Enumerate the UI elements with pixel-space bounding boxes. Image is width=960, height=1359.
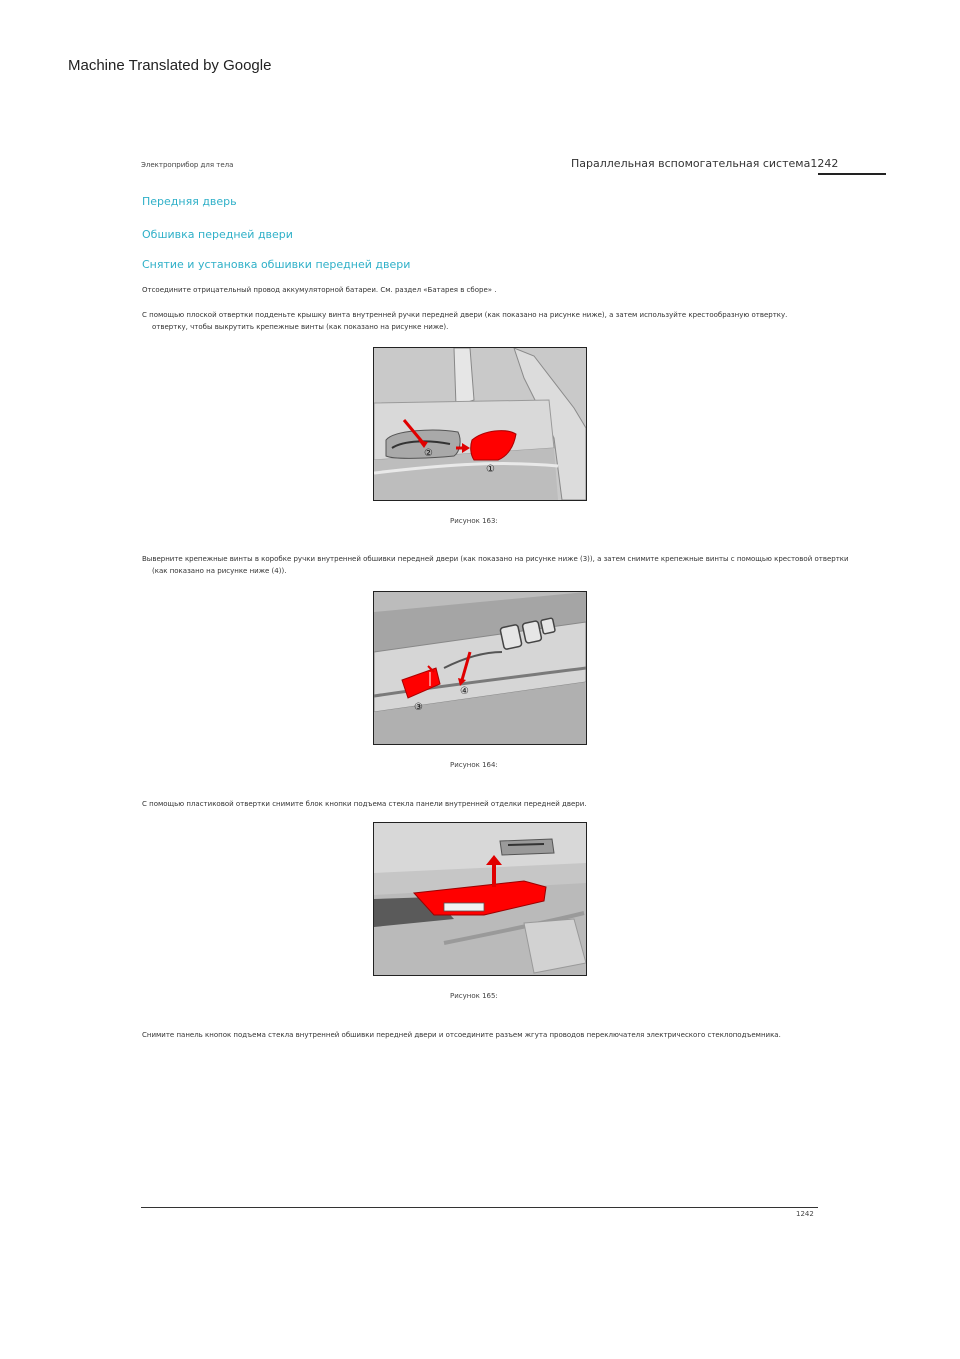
step-remove-handle-screws <box>142 553 849 577</box>
header-rule <box>818 173 886 175</box>
callout-2: ② <box>424 448 433 459</box>
figure-163-caption: Рисунок 163: <box>450 517 498 525</box>
footer-rule <box>141 1207 818 1208</box>
step-disconnect-harness: Снимите панель кнопок подъема стекла внутренней обшивки передней двери и отсоедините разъем жгута проводов переключателя электрического стеклоподъемника. <box>142 1031 781 1039</box>
figure-164-caption: Рисунок 164: <box>450 761 498 769</box>
callout-4: ④ <box>460 686 469 697</box>
machine-translation-banner: Machine Translated by Google <box>68 57 272 74</box>
figure-164-illustration <box>373 591 587 745</box>
heading-removal-installation: Снятие и установка обшивки передней двери <box>142 258 411 271</box>
callout-1: ① <box>486 464 495 475</box>
step-remove-switch-block: С помощью пластиковой отвертки снимите блок кнопки подъема стекла панели внутренней отделки передней двери. <box>142 800 587 808</box>
header-section-title: Электроприбор для тела <box>141 161 234 169</box>
handle-box-illustration <box>374 592 586 744</box>
heading-front-door: Передняя дверь <box>142 195 237 208</box>
figure-165-caption: Рисунок 165: <box>450 992 498 1000</box>
heading-door-trim: Обшивка передней двери <box>142 228 293 241</box>
window-switch-illustration <box>374 823 586 975</box>
callout-3: ③ <box>414 702 423 713</box>
step-disconnect-battery: Отсоедините отрицательный провод аккумуляторной батареи. См. раздел «Батарея в сборе» . <box>142 286 497 294</box>
step-pry-screw-cover <box>142 309 787 333</box>
step-line: отвертку, чтобы выкрутить крепежные винты (как показано на рисунке ниже). <box>152 323 449 331</box>
figure-163-illustration <box>373 347 587 501</box>
page-number: 1242 <box>796 1210 814 1218</box>
header-system-title: Параллельная вспомогательная система1242 <box>571 157 839 170</box>
figure-165-illustration <box>373 822 587 976</box>
step-line: (как показано на рисунке ниже (4)). <box>152 567 287 575</box>
door-handle-illustration <box>374 348 586 500</box>
step-line: Выверните крепежные винты в коробке ручки внутренней обшивки передней двери (как показано на рисунке ниже (3)), а затем снимите крепежные винты с помощью крестовой отвертки <box>142 555 849 563</box>
step-line: С помощью плоской отвертки подденьте крышку винта внутренней ручки передней двери (как показано на рисунке ниже), а затем используйте крестообразную отвертку. <box>142 311 788 319</box>
